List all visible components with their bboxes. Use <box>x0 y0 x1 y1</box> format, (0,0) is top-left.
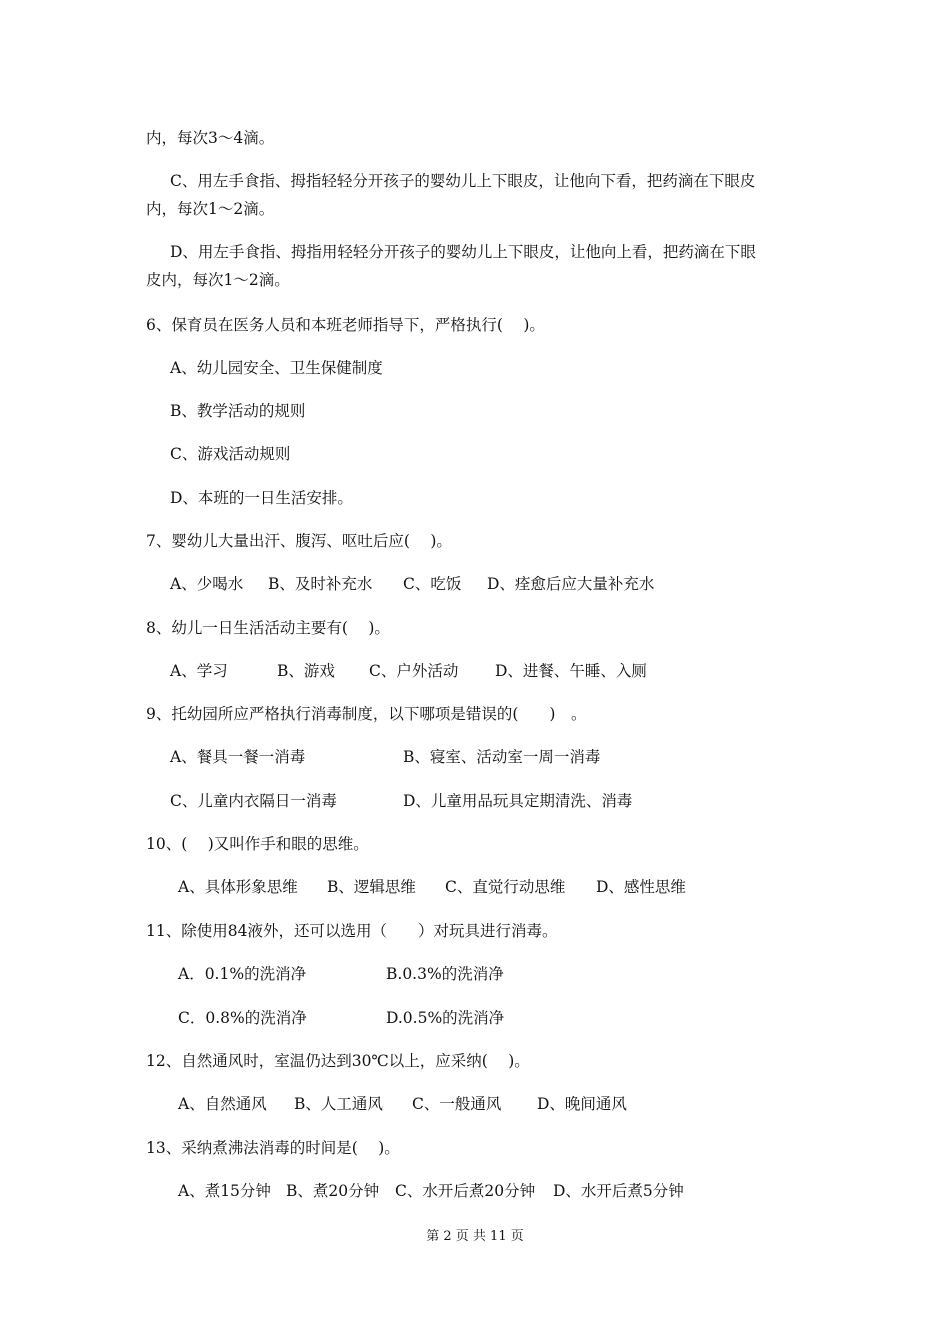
q13-option-b: B、煮20分钟 <box>286 1182 380 1200</box>
q7-option-b: B、及时补充水 <box>268 575 373 593</box>
q13-option-a: A、煮15分钟 <box>178 1182 271 1200</box>
q10-option-b: B、逻辑思维 <box>327 878 416 896</box>
option-d-line2: 皮内，每次1～2滴。 <box>146 271 290 289</box>
q8-option-b: B、游戏 <box>277 662 335 680</box>
q11-option-a: A．0.1%的洗消净 <box>178 965 307 983</box>
q12-option-d: D、晚间通风 <box>537 1095 627 1113</box>
q11-option-d: D.0.5%的洗消净 <box>386 1009 505 1027</box>
q8-option-c: C、户外活动 <box>369 662 459 680</box>
q13-option-d: D、水开后煮5分钟 <box>553 1182 684 1200</box>
q12-option-a: A、自然通风 <box>178 1095 267 1113</box>
q7-option-a: A、少喝水 <box>170 575 244 593</box>
q10-option-a: A、具体形象思维 <box>178 878 298 896</box>
question-7: 7、婴幼儿大量出汗、腹泻、呕吐后应( )。 <box>146 532 452 550</box>
q6-option-c: C、游戏活动规则 <box>170 445 291 463</box>
q6-option-b: B、教学活动的规则 <box>170 402 306 420</box>
q11-option-b: B.0.3%的洗消净 <box>386 965 504 983</box>
q12-option-c: C、一般通风 <box>412 1095 502 1113</box>
q6-option-a: A、幼儿园安全、卫生保健制度 <box>170 359 383 377</box>
question-11: 11、除使用84液外，还可以选用（ ）对玩具进行消毒。 <box>146 922 558 940</box>
q12-option-b: B、人工通风 <box>294 1095 383 1113</box>
question-10: 10、( )又叫作手和眼的思维。 <box>146 835 369 853</box>
option-c-line2: 内，每次1～2滴。 <box>146 200 275 218</box>
question-8: 8、幼儿一日生活活动主要有( )。 <box>146 619 390 637</box>
q10-option-d: D、感性思维 <box>596 878 686 896</box>
q13-option-c: C、水开后煮20分钟 <box>395 1182 536 1200</box>
q6-option-d: D、本班的一日生活安排。 <box>170 489 353 507</box>
q9-option-d: D、儿童用品玩具定期清洗、消毒 <box>403 792 633 810</box>
q10-option-c: C、直觉行动思维 <box>445 878 566 896</box>
q9-option-a: A、餐具一餐一消毒 <box>170 748 306 766</box>
option-d-line1: D、用左手食指、拇指用轻轻分开孩子的婴幼儿上下眼皮，让他向上看，把药滴在下眼 <box>170 243 756 261</box>
q8-option-d: D、进餐、午睡、入厕 <box>495 662 647 680</box>
text-line: 内，每次3～4滴。 <box>146 129 275 147</box>
question-12: 12、自然通风时，室温仍达到30℃以上，应采纳( )。 <box>146 1052 530 1070</box>
q9-option-b: B、寝室、活动室一周一消毒 <box>403 748 601 766</box>
question-13: 13、采纳煮沸法消毒的时间是( )。 <box>146 1139 400 1157</box>
question-9: 9、托幼园所应严格执行消毒制度，以下哪项是错误的( ) 。 <box>146 705 587 723</box>
q7-option-c: C、吃饭 <box>403 575 462 593</box>
q7-option-d: D、痊愈后应大量补充水 <box>487 575 655 593</box>
question-6: 6、保育员在医务人员和本班老师指导下，严格执行( )。 <box>146 316 545 334</box>
q9-option-c: C、儿童内衣隔日一消毒 <box>170 792 337 810</box>
option-c-line1: C、用左手食指、拇指轻轻分开孩子的婴幼儿上下眼皮，让他向下看，把药滴在下眼皮 <box>170 172 756 190</box>
q11-option-c: C．0.8%的洗消净 <box>178 1009 307 1027</box>
page-footer: 第 2 页 共 11 页 <box>426 1229 524 1244</box>
q8-option-a: A、学习 <box>170 662 228 680</box>
